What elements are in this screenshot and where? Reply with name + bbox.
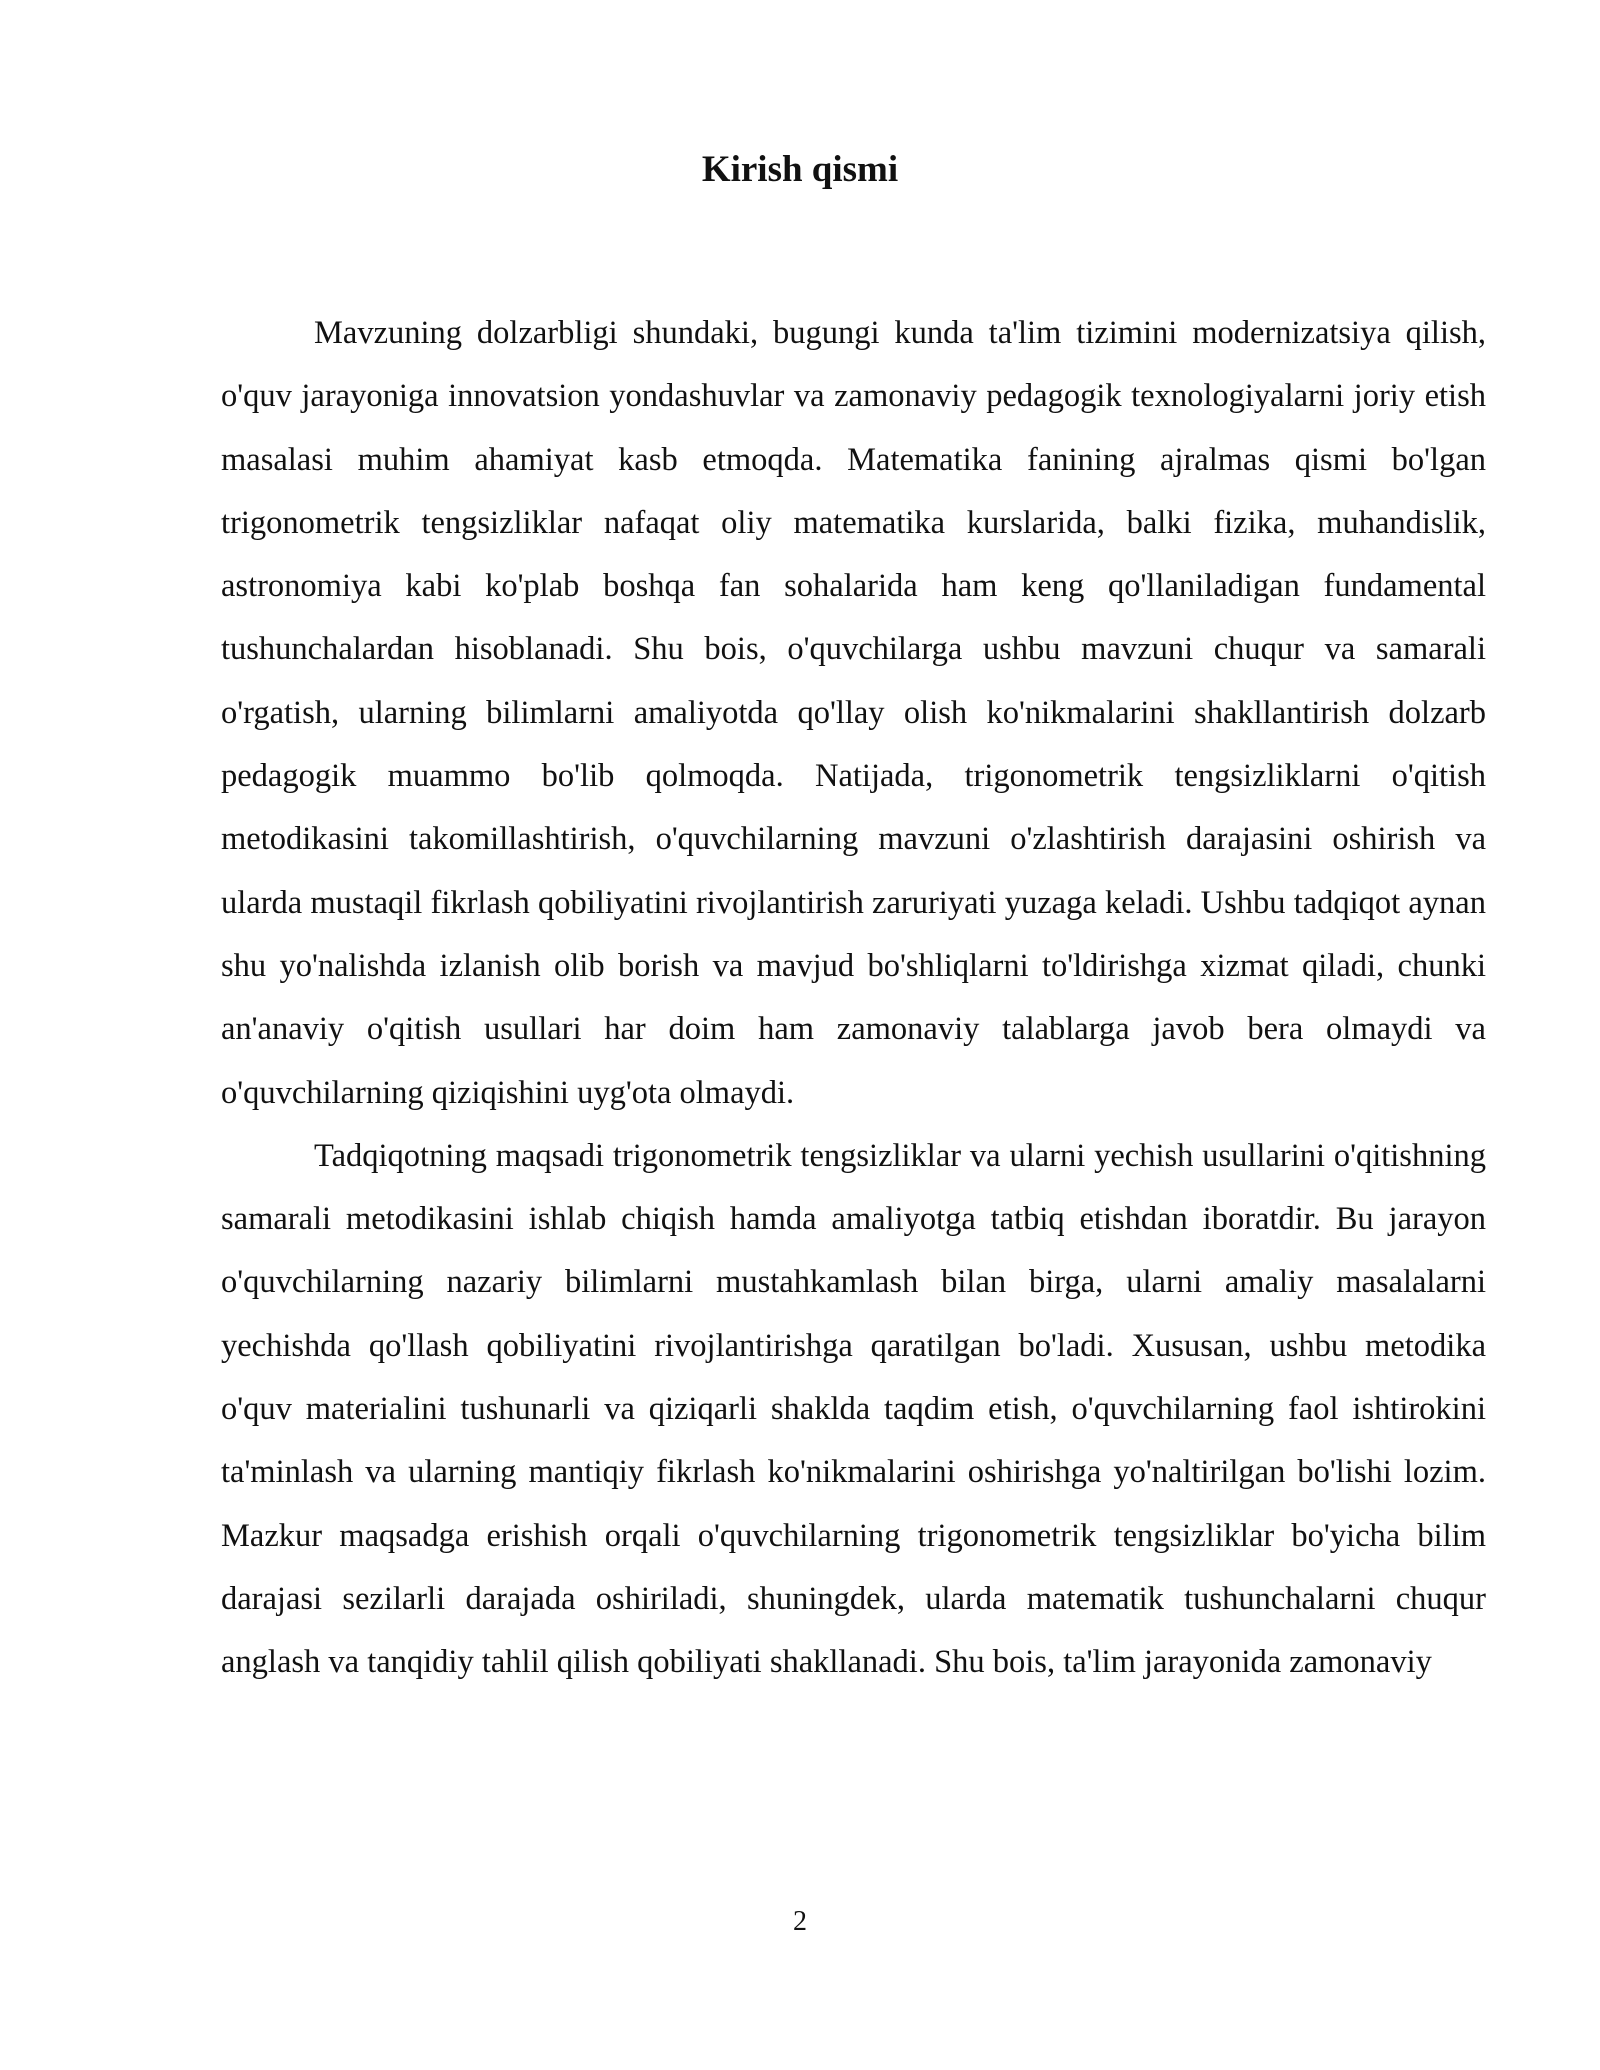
page-number: 2	[793, 1906, 807, 1937]
paragraph-research-goal: Tadqiqotning maqsadi trigonometrik tengsizliklar va ularni yechish usullarini o'qitishning samarali metodikasini ishlab chiqish hamda amaliyotga tatbiq etishdan iboratdir. Bu jarayon o'quvchilarning nazariy bilimlarni mustahkamlash bilan birga, ularni amaliy masalalarni yechishda qo'llash qobiliyatini rivojlantirishga qaratilgan bo'ladi. Xususan, ushbu metodika o'quv materialini tushunarli va qiziqarli shaklda taqdim etish, o'quvchilarning faol ishtirokini ta'minlash va ularning mantiqiy fikrlash ko'nikmalarini oshirishga yo'naltirilgan bo'lishi lozim. Mazkur maqsadga erishish orqali o'quvchilarning trigonometrik tengsizliklar bo'yicha bilim darajasi sezilarli darajada oshiriladi, shuningdek, ularda matematik tushunchalarni chuqur anglash va tanqidiy tahlil qilish qobiliyati shakllanadi. Shu bois, ta'lim jarayonida zamonaviy	[221, 1137, 1486, 1681]
section-title: Kirish qismi	[701, 149, 899, 190]
paragraph-relevance: Mavzuning dolzarbligi shundaki, bugungi kunda ta'lim tizimini modernizatsiya qilish, o'quv jarayoniga innovatsion yondashuvlar va zamonaviy pedagogik texnologiyalarni joriy etish masalasi muhim ahamiyat kasb etmoqda. Matematika fanining ajralmas qismi bo'lgan trigonometrik tengsizliklar nafaqat oliy matematika kurslarida, balki fizika, muhandislik, astronomiya kabi ko'plab boshqa fan sohalarida ham keng qo'llaniladigan fundamental tushunchalardan hisoblanadi. Shu bois, o'quvchilarga ushbu mavzuni chuqur va samarali o'rgatish, ularning bilimlarni amaliyotda qo'llay olish ko'nikmalarini shakllantirish dolzarb pedagogik muammo bo'lib qolmoqda. Natijada, trigonometrik tengsizliklarni o'qitish metodikasini takomillashtirish, o'quvchilarning mavzuni o'zlashtirish darajasini oshirish va ularda mustaqil fikrlash qobiliyatini rivojlantirish zaruriyati yuzaga keladi. Ushbu tadqiqot aynan shu yo'nalishda izlanish olib borish va mavjud bo'shliqlarni to'ldirishga xizmat qiladi, chunki an'anaviy o'qitish usullari har doim ham zamonaviy talablarga javob bera olmaydi va o'quvchilarning qiziqishini uyg'ota olmaydi.	[221, 315, 1486, 1111]
body-text	[221, 302, 1486, 1695]
